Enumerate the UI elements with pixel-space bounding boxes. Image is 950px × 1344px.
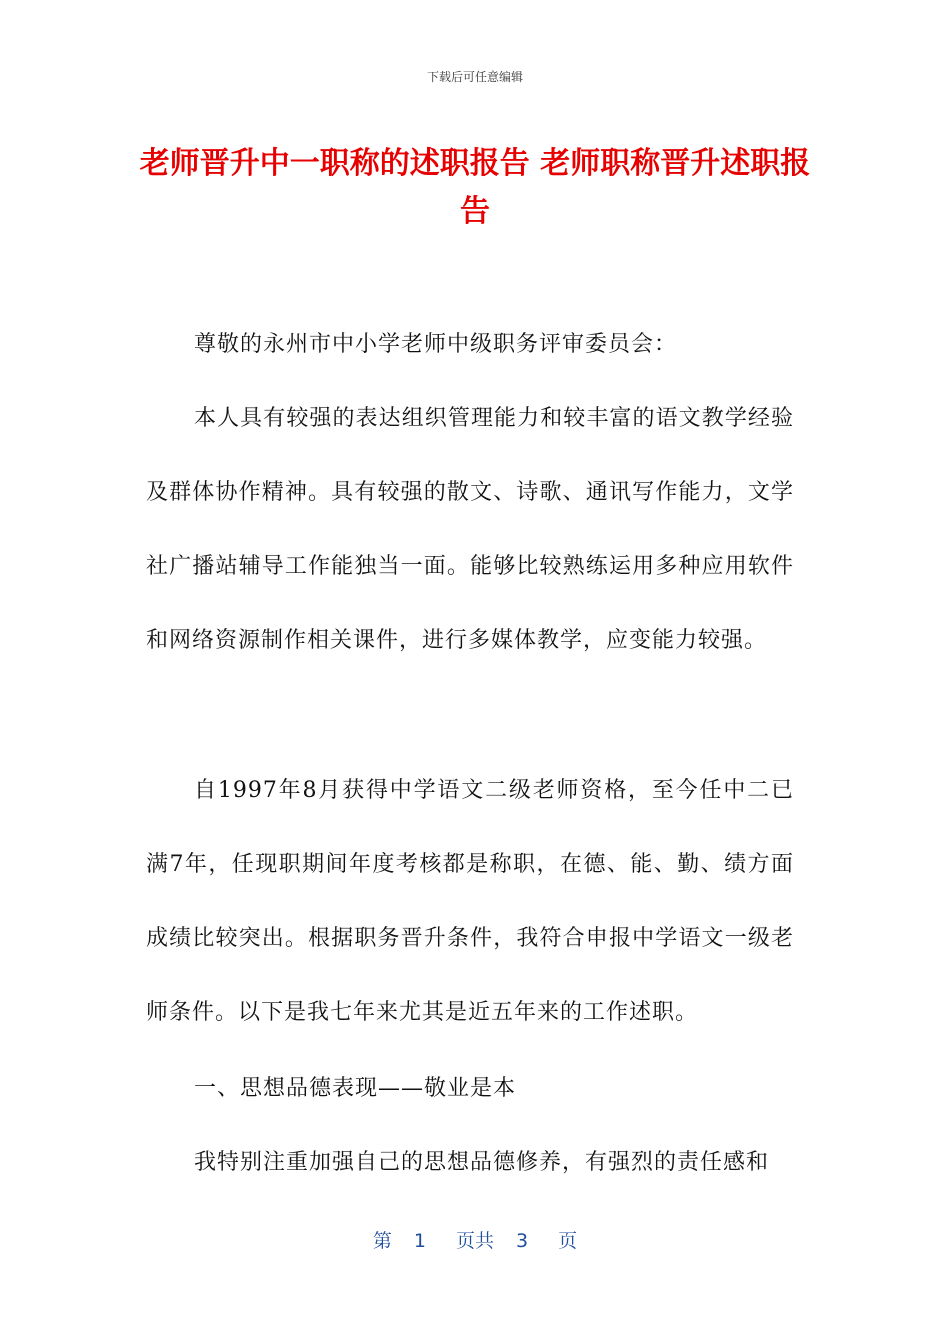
footer-suffix: 页 [558, 1230, 578, 1252]
footer-total-pages: 3 [516, 1230, 529, 1252]
page-footer [0, 1226, 950, 1253]
body-paragraph-2: 自1997年8月获得中学语文二级老师资格，至今任中二已满7年，任现职期间年度考核都是称职，在德、能、勤、绩方面成绩比较突出。根据职务晋升条件，我符合申报中学语文一级老师条件。以下是我七年来尤其是近五年来的工作述职。 [146, 778, 794, 1025]
section-heading: 一、思想品德表现——敬业是本 [194, 1076, 517, 1101]
body-paragraph-3: 我特别注重加强自己的思想品德修养，有强烈的责任感和 [194, 1150, 770, 1175]
download-note: 下载后可任意编辑 [426, 70, 523, 84]
footer-prefix: 第 [372, 1230, 392, 1252]
salutation-paragraph: 尊敬的永州市中小学老师中级职务评审委员会： [194, 332, 678, 357]
body-paragraph-1: 本人具有较强的表达组织管理能力和较丰富的语文教学经验及群体协作精神。具有较强的散文、诗歌、通讯写作能力，文学社广播站辅导工作能独当一面。能够比较熟练运用多种应用软件和网络资源制作相关课件，进行多媒体教学，应变能力较强。 [146, 406, 794, 653]
footer-middle: 页共 [455, 1230, 494, 1252]
footer-page-number: 1 [413, 1230, 426, 1252]
document-title: 老师晋升中一职称的述职报告 老师职称晋升述职报告 [139, 146, 811, 229]
